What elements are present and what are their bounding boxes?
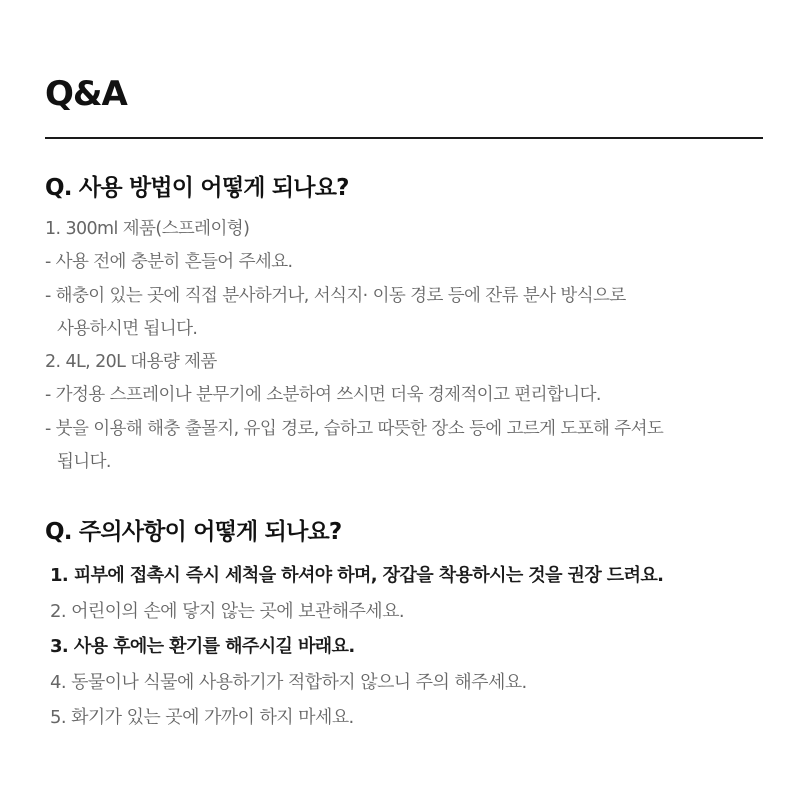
caution-faq-section <box>45 515 763 736</box>
page-title: Q&A <box>45 74 127 114</box>
title-divider <box>45 137 763 139</box>
usage-answer-line: - 가정용 스프레이나 분무기에 소분하여 쓰시면 더욱 경제적이고 편리합니다. <box>45 385 601 406</box>
usage-answer-line: - 사용 전에 충분히 흔들어 주세요. <box>45 252 293 273</box>
caution-answer-list <box>45 558 763 736</box>
usage-answer-line: 2. 4L, 20L 대용량 제품 <box>45 352 217 373</box>
usage-question: Q. 사용 방법이 어떻게 되나요? <box>45 175 349 201</box>
usage-answer-line: - 해충이 있는 곳에 직접 분사하거나, 서식지· 이동 경로 등에 잔류 분사 방식으로 <box>45 285 626 306</box>
usage-answer-line: - 붓을 이용해 해충 출몰지, 유입 경로, 습하고 따뜻한 장소 등에 고르게 도포해 주셔도 <box>45 418 664 439</box>
caution-answer-line: 5. 화기가 있는 곳에 가까이 하지 마세요. <box>50 707 354 728</box>
caution-answer-line: 4. 동물이나 식물에 사용하기가 적합하지 않으니 주의 해주세요. <box>50 671 527 693</box>
usage-answer-line: 사용하시면 됩니다. <box>57 318 198 339</box>
usage-faq-section <box>45 171 763 479</box>
usage-answer-line: 1. 300ml 제품(스프레이형) <box>45 219 250 239</box>
usage-answer-list <box>45 213 763 479</box>
caution-answer-line: 2. 어린이의 손에 닿지 않는 곳에 보관해주세요. <box>50 600 405 622</box>
caution-answer-line: 1. 피부에 접촉시 즉시 세척을 하셔야 하며, 장갑을 착용하시는 것을 권장 드려요. <box>50 565 664 586</box>
caution-answer-line: 3. 사용 후에는 환기를 해주시길 바래요. <box>50 636 355 657</box>
caution-question: Q. 주의사항이 어떻게 되나요? <box>45 519 342 545</box>
usage-answer-line: 됩니다. <box>57 452 111 473</box>
